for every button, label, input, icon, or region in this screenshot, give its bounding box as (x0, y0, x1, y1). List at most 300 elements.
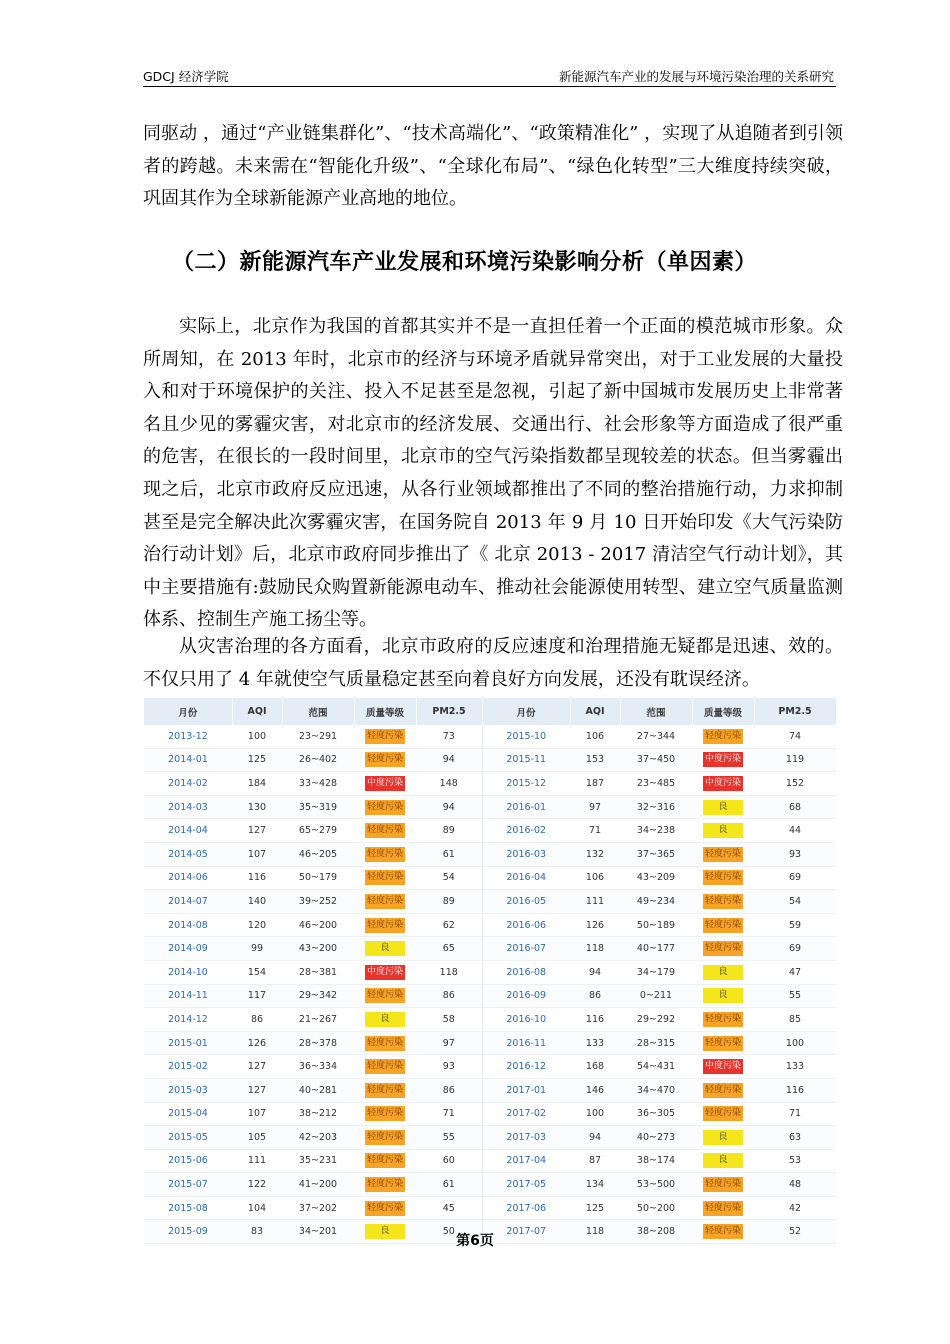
quality-level-badge: 良 (703, 965, 743, 980)
table-row (144, 1126, 836, 1150)
cell-range: 50~200 (620, 1196, 692, 1220)
quality-level-badge: 良 (703, 1130, 743, 1145)
cell-pm25: 48 (754, 1173, 836, 1197)
cell-month: 2015-07 (144, 1173, 232, 1197)
cell-level (354, 748, 416, 772)
cell-month: 2015-01 (144, 1031, 232, 1055)
cell-aqi: 106 (570, 866, 620, 890)
quality-level-badge: 轻度污染 (365, 752, 405, 767)
cell-aqi: 168 (570, 1055, 620, 1079)
cell-aqi: 107 (232, 842, 282, 866)
cell-level (692, 1008, 754, 1032)
cell-range: 41~200 (282, 1173, 354, 1197)
cell-level (354, 937, 416, 961)
table-row (144, 890, 836, 914)
cell-pm25: 119 (754, 748, 836, 772)
cell-range: 38~174 (620, 1149, 692, 1173)
cell-range: 36~305 (620, 1102, 692, 1126)
cell-aqi: 127 (232, 819, 282, 843)
cell-aqi: 122 (232, 1173, 282, 1197)
cell-aqi: 187 (570, 772, 620, 796)
quality-level-badge: 良 (703, 1153, 743, 1168)
col-header-month-2: 月份 (482, 698, 570, 725)
quality-level-badge: 轻度污染 (703, 1036, 743, 1051)
page-number: 第6页 (456, 1233, 494, 1249)
cell-pm25: 93 (754, 842, 836, 866)
quality-level-badge: 轻度污染 (703, 870, 743, 885)
cell-month: 2015-12 (482, 772, 570, 796)
table-row (144, 795, 836, 819)
cell-aqi: 132 (570, 842, 620, 866)
cell-aqi: 105 (232, 1126, 282, 1150)
cell-range: 40~281 (282, 1078, 354, 1102)
quality-level-badge: 轻度污染 (703, 1177, 743, 1192)
table-row (144, 937, 836, 961)
cell-aqi: 127 (232, 1055, 282, 1079)
col-header-pm25-2: PM2.5 (754, 698, 836, 725)
cell-range: 33~428 (282, 772, 354, 796)
quality-level-badge: 轻度污染 (365, 847, 405, 862)
cell-range: 40~177 (620, 937, 692, 961)
cell-range: 37~365 (620, 842, 692, 866)
cell-level (692, 890, 754, 914)
cell-aqi: 125 (232, 748, 282, 772)
cell-aqi: 111 (232, 1149, 282, 1173)
quality-level-badge: 轻度污染 (703, 847, 743, 862)
cell-aqi: 87 (570, 1149, 620, 1173)
cell-month: 2014-03 (144, 795, 232, 819)
cell-pm25: 89 (416, 890, 482, 914)
cell-aqi: 118 (570, 937, 620, 961)
cell-level (354, 866, 416, 890)
aqi-table (144, 698, 837, 1244)
quality-level-badge: 轻度污染 (703, 1201, 743, 1216)
cell-pm25: 54 (754, 890, 836, 914)
cell-aqi: 134 (570, 1173, 620, 1197)
cell-level (692, 1055, 754, 1079)
cell-level (692, 1102, 754, 1126)
cell-month: 2016-10 (482, 1008, 570, 1032)
cell-month: 2014-09 (144, 937, 232, 961)
quality-level-badge: 良 (365, 1012, 405, 1027)
cell-aqi: 104 (232, 1196, 282, 1220)
cell-level (354, 960, 416, 984)
cell-month: 2015-09 (144, 1220, 232, 1244)
cell-range: 28~378 (282, 1031, 354, 1055)
paragraph-governance: 从灾害治理的各方面看，北京市政府的反应速度和治理措施无疑都是迅速、效的。不仅只用了 4 年就使空气质量稳定甚至向着良好方向发展，还没有耽误经济。 (143, 636, 843, 690)
table-row (144, 748, 836, 772)
cell-aqi: 130 (232, 795, 282, 819)
cell-month: 2014-01 (144, 748, 232, 772)
cell-level (692, 795, 754, 819)
cell-level (354, 1149, 416, 1173)
cell-pm25: 94 (416, 748, 482, 772)
cell-level (354, 725, 416, 748)
table-row (144, 866, 836, 890)
cell-range: 27~344 (620, 725, 692, 748)
cell-month: 2014-02 (144, 772, 232, 796)
header-title: 新能源汽车产业的发展与环境污染治理的关系研究 (558, 69, 834, 84)
cell-aqi: 100 (232, 725, 282, 748)
quality-level-badge: 轻度污染 (365, 1059, 405, 1074)
cell-level (692, 937, 754, 961)
table-row (144, 772, 836, 796)
col-header-range: 范围 (282, 698, 354, 725)
cell-month: 2015-02 (144, 1055, 232, 1079)
quality-level-badge: 轻度污染 (365, 823, 405, 838)
table-row (144, 1149, 836, 1173)
quality-level-badge: 良 (703, 988, 743, 1003)
quality-level-badge: 轻度污染 (703, 729, 743, 744)
cell-month: 2017-02 (482, 1102, 570, 1126)
cell-pm25: 89 (416, 819, 482, 843)
cell-aqi: 118 (570, 1220, 620, 1244)
cell-pm25: 116 (754, 1078, 836, 1102)
cell-range: 34~201 (282, 1220, 354, 1244)
cell-level (692, 1196, 754, 1220)
cell-pm25: 93 (416, 1055, 482, 1079)
cell-level (354, 842, 416, 866)
cell-month: 2014-07 (144, 890, 232, 914)
cell-aqi: 94 (570, 1126, 620, 1150)
quality-level-badge: 良 (703, 823, 743, 838)
quality-level-badge: 中度污染 (703, 1059, 743, 1074)
quality-level-badge: 轻度污染 (365, 1153, 405, 1168)
cell-level (692, 1149, 754, 1173)
cell-pm25: 71 (754, 1102, 836, 1126)
cell-aqi: 71 (570, 819, 620, 843)
cell-month: 2016-01 (482, 795, 570, 819)
cell-month: 2015-08 (144, 1196, 232, 1220)
cell-pm25: 54 (416, 866, 482, 890)
cell-aqi: 94 (570, 960, 620, 984)
col-header-month: 月份 (144, 698, 232, 725)
cell-month: 2017-05 (482, 1173, 570, 1197)
cell-pm25: 59 (754, 913, 836, 937)
cell-range: 42~203 (282, 1126, 354, 1150)
cell-range: 53~500 (620, 1173, 692, 1197)
quality-level-badge: 轻度污染 (703, 1106, 743, 1121)
cell-range: 38~212 (282, 1102, 354, 1126)
cell-range: 43~200 (282, 937, 354, 961)
cell-aqi: 106 (570, 725, 620, 748)
cell-pm25: 100 (754, 1031, 836, 1055)
cell-range: 29~342 (282, 984, 354, 1008)
table-row (144, 960, 836, 984)
cell-pm25: 85 (754, 1008, 836, 1032)
cell-pm25: 152 (754, 772, 836, 796)
table-row (144, 842, 836, 866)
quality-level-badge: 轻度污染 (365, 1106, 405, 1121)
cell-month: 2016-09 (482, 984, 570, 1008)
header-school: GDCJ 经济学院 (143, 69, 229, 84)
cell-level (692, 772, 754, 796)
quality-level-badge: 轻度污染 (365, 1083, 405, 1098)
cell-pm25: 148 (416, 772, 482, 796)
cell-level (354, 795, 416, 819)
quality-level-badge: 轻度污染 (703, 1012, 743, 1027)
table-row (144, 819, 836, 843)
cell-level (692, 913, 754, 937)
cell-aqi: 86 (232, 1008, 282, 1032)
quality-level-badge: 中度污染 (703, 776, 743, 791)
cell-month: 2014-11 (144, 984, 232, 1008)
cell-level (692, 960, 754, 984)
cell-level (354, 1126, 416, 1150)
cell-month: 2016-07 (482, 937, 570, 961)
cell-aqi: 86 (570, 984, 620, 1008)
table-row (144, 1173, 836, 1197)
cell-level (692, 748, 754, 772)
cell-month: 2016-06 (482, 913, 570, 937)
cell-aqi: 184 (232, 772, 282, 796)
quality-level-badge: 轻度污染 (365, 1201, 405, 1216)
cell-level (354, 1055, 416, 1079)
col-header-level: 质量等级 (354, 698, 416, 725)
quality-level-badge: 轻度污染 (703, 941, 743, 956)
cell-month: 2016-02 (482, 819, 570, 843)
cell-aqi: 116 (570, 1008, 620, 1032)
quality-level-badge: 中度污染 (365, 776, 405, 791)
col-header-aqi: AQI (232, 698, 282, 725)
quality-level-badge: 良 (365, 941, 405, 956)
cell-range: 23~291 (282, 725, 354, 748)
cell-month: 2015-03 (144, 1078, 232, 1102)
aqi-table-body (144, 725, 836, 1244)
cell-month: 2013-12 (144, 725, 232, 748)
quality-level-badge: 中度污染 (365, 965, 405, 980)
cell-range: 37~450 (620, 748, 692, 772)
cell-month: 2017-01 (482, 1078, 570, 1102)
col-header-range-2: 范围 (620, 698, 692, 725)
cell-range: 35~231 (282, 1149, 354, 1173)
cell-range: 23~485 (620, 772, 692, 796)
section-title: （二）新能源汽车产业发展和环境污染影响分析（单因素） (172, 250, 758, 275)
cell-range: 40~273 (620, 1126, 692, 1150)
table-row (144, 984, 836, 1008)
table-row (144, 1055, 836, 1079)
cell-month: 2015-11 (482, 748, 570, 772)
cell-pm25: 74 (754, 725, 836, 748)
cell-pm25: 58 (416, 1008, 482, 1032)
quality-level-badge: 轻度污染 (365, 988, 405, 1003)
cell-month: 2016-12 (482, 1055, 570, 1079)
cell-pm25: 42 (754, 1196, 836, 1220)
quality-level-badge: 轻度污染 (365, 1177, 405, 1192)
cell-range: 28~381 (282, 960, 354, 984)
cell-pm25: 50 (416, 1220, 482, 1244)
cell-range: 36~334 (282, 1055, 354, 1079)
cell-level (354, 913, 416, 937)
cell-range: 50~189 (620, 913, 692, 937)
cell-range: 26~402 (282, 748, 354, 772)
cell-pm25: 69 (754, 866, 836, 890)
aqi-table-figure (144, 698, 836, 1238)
cell-aqi: 99 (232, 937, 282, 961)
quality-level-badge: 轻度污染 (703, 1083, 743, 1098)
quality-level-badge: 轻度污染 (365, 918, 405, 933)
cell-pm25: 94 (416, 795, 482, 819)
quality-level-badge: 良 (365, 1224, 405, 1239)
cell-level (354, 1102, 416, 1126)
table-row (144, 913, 836, 937)
cell-month: 2016-03 (482, 842, 570, 866)
paragraph-intro: 同驱动 ，通过“产业链集群化”、“技术高端化”、“政策精准化” ，实现了从追随者到引领者的跨越。未来需在“智能化升级”、“全球化布局”、“绿色化转型”三大维度持续突破，巩固其作为全球新能源产业高地的地位。 (143, 123, 843, 210)
cell-level (354, 1008, 416, 1032)
cell-range: 34~470 (620, 1078, 692, 1102)
cell-pm25: 133 (754, 1055, 836, 1079)
col-header-aqi-2: AQI (570, 698, 620, 725)
cell-range: 0~211 (620, 984, 692, 1008)
cell-level (692, 1078, 754, 1102)
cell-pm25: 55 (754, 984, 836, 1008)
quality-level-badge: 轻度污染 (703, 894, 743, 909)
cell-pm25: 118 (416, 960, 482, 984)
cell-pm25: 68 (754, 795, 836, 819)
cell-level (692, 1031, 754, 1055)
cell-pm25: 45 (416, 1196, 482, 1220)
cell-month: 2016-04 (482, 866, 570, 890)
cell-range: 34~238 (620, 819, 692, 843)
cell-pm25: 63 (754, 1126, 836, 1150)
cell-month: 2016-11 (482, 1031, 570, 1055)
quality-level-badge: 轻度污染 (365, 870, 405, 885)
quality-level-badge: 轻度污染 (703, 918, 743, 933)
cell-month: 2014-08 (144, 913, 232, 937)
cell-level (354, 1031, 416, 1055)
cell-aqi: 97 (570, 795, 620, 819)
cell-level (692, 725, 754, 748)
cell-month: 2014-06 (144, 866, 232, 890)
cell-month: 2015-06 (144, 1149, 232, 1173)
aqi-table-header-row (144, 698, 836, 725)
cell-range: 21~267 (282, 1008, 354, 1032)
cell-range: 39~252 (282, 890, 354, 914)
paragraph-beijing-background: 实际上，北京作为我国的首都其实并不是一直担任着一个正面的模范城市形象。众所周知，在 2013 年时，北京市的经济与环境矛盾就异常突出，对于工业发展的大量投入和对于环境保护的关注、投入不足甚至是忽视，引起了新中国城市发展历史上非常著名且少见的雾霾灾害，对北京市的经济发展、交通出行、社会形象等方面造成了很严重的危害，在很长的一段时间里，北京市的空气污染指数都呈现较差的状态。但当雾霾出现之后，北京市政府反应迅速，从各行业领域都推出了不同的整治措施行动，力求抑制甚至是完全解决此次雾霾灾害，在国务院自 2013 年 9 月 10 日开始印发《大气污染防治行动计划》后，北京市政府同步推出了《 北京 2013 - 2017 清洁空气行动计划》，其中主要措施有:鼓励民众购置新能源电动车、推动社会能源使用转型、建立空气质量监测体系、控制生产施工扬尘等。 (143, 316, 843, 631)
cell-month: 2016-08 (482, 960, 570, 984)
cell-aqi: 100 (570, 1102, 620, 1126)
cell-pm25: 44 (754, 819, 836, 843)
cell-pm25: 55 (416, 1126, 482, 1150)
table-row (144, 1031, 836, 1055)
col-header-pm25: PM2.5 (416, 698, 482, 725)
cell-aqi: 83 (232, 1220, 282, 1244)
cell-pm25: 86 (416, 1078, 482, 1102)
cell-pm25: 61 (416, 842, 482, 866)
cell-pm25: 71 (416, 1102, 482, 1126)
cell-range: 46~205 (282, 842, 354, 866)
cell-range: 54~431 (620, 1055, 692, 1079)
cell-pm25: 62 (416, 913, 482, 937)
cell-aqi: 120 (232, 913, 282, 937)
cell-aqi: 127 (232, 1078, 282, 1102)
page-header (143, 66, 836, 87)
cell-month: 2017-04 (482, 1149, 570, 1173)
quality-level-badge: 中度污染 (703, 752, 743, 767)
cell-month: 2014-05 (144, 842, 232, 866)
cell-aqi: 125 (570, 1196, 620, 1220)
cell-range: 29~292 (620, 1008, 692, 1032)
cell-month: 2017-03 (482, 1126, 570, 1150)
cell-month: 2015-10 (482, 725, 570, 748)
cell-range: 43~209 (620, 866, 692, 890)
quality-level-badge: 轻度污染 (365, 894, 405, 909)
cell-aqi: 126 (570, 913, 620, 937)
cell-level (354, 819, 416, 843)
cell-level (692, 819, 754, 843)
cell-month: 2014-04 (144, 819, 232, 843)
cell-pm25: 97 (416, 1031, 482, 1055)
table-row (144, 1196, 836, 1220)
cell-level (354, 890, 416, 914)
table-row (144, 1078, 836, 1102)
cell-pm25: 52 (754, 1220, 836, 1244)
cell-pm25: 53 (754, 1149, 836, 1173)
cell-range: 34~179 (620, 960, 692, 984)
cell-month: 2015-04 (144, 1102, 232, 1126)
cell-level (354, 1173, 416, 1197)
cell-range: 38~208 (620, 1220, 692, 1244)
cell-pm25: 60 (416, 1149, 482, 1173)
cell-aqi: 146 (570, 1078, 620, 1102)
cell-month: 2014-10 (144, 960, 232, 984)
cell-aqi: 126 (232, 1031, 282, 1055)
quality-level-badge: 轻度污染 (703, 1224, 743, 1239)
cell-aqi: 111 (570, 890, 620, 914)
cell-level (692, 1173, 754, 1197)
cell-aqi: 107 (232, 1102, 282, 1126)
cell-range: 65~279 (282, 819, 354, 843)
cell-month: 2015-05 (144, 1126, 232, 1150)
cell-range: 46~200 (282, 913, 354, 937)
cell-range: 35~319 (282, 795, 354, 819)
cell-aqi: 154 (232, 960, 282, 984)
cell-month: 2014-12 (144, 1008, 232, 1032)
cell-level (354, 1078, 416, 1102)
quality-level-badge: 良 (703, 800, 743, 815)
table-row (144, 725, 836, 748)
col-header-level-2: 质量等级 (692, 698, 754, 725)
cell-pm25: 69 (754, 937, 836, 961)
cell-pm25: 65 (416, 937, 482, 961)
quality-level-badge: 轻度污染 (365, 1130, 405, 1145)
cell-pm25: 86 (416, 984, 482, 1008)
cell-level (692, 1126, 754, 1150)
cell-level (354, 1196, 416, 1220)
cell-aqi: 116 (232, 866, 282, 890)
cell-aqi: 117 (232, 984, 282, 1008)
cell-level (692, 842, 754, 866)
cell-range: 50~179 (282, 866, 354, 890)
cell-aqi: 140 (232, 890, 282, 914)
cell-range: 32~316 (620, 795, 692, 819)
cell-level (354, 772, 416, 796)
cell-month: 2017-07 (482, 1220, 570, 1244)
cell-level (692, 984, 754, 1008)
quality-level-badge: 轻度污染 (365, 800, 405, 815)
table-row (144, 1008, 836, 1032)
cell-pm25: 73 (416, 725, 482, 748)
cell-aqi: 133 (570, 1031, 620, 1055)
quality-level-badge: 轻度污染 (365, 1036, 405, 1051)
cell-pm25: 47 (754, 960, 836, 984)
quality-level-badge: 轻度污染 (365, 729, 405, 744)
table-row (144, 1102, 836, 1126)
cell-month: 2017-06 (482, 1196, 570, 1220)
cell-aqi: 153 (570, 748, 620, 772)
cell-pm25: 61 (416, 1173, 482, 1197)
cell-range: 37~202 (282, 1196, 354, 1220)
